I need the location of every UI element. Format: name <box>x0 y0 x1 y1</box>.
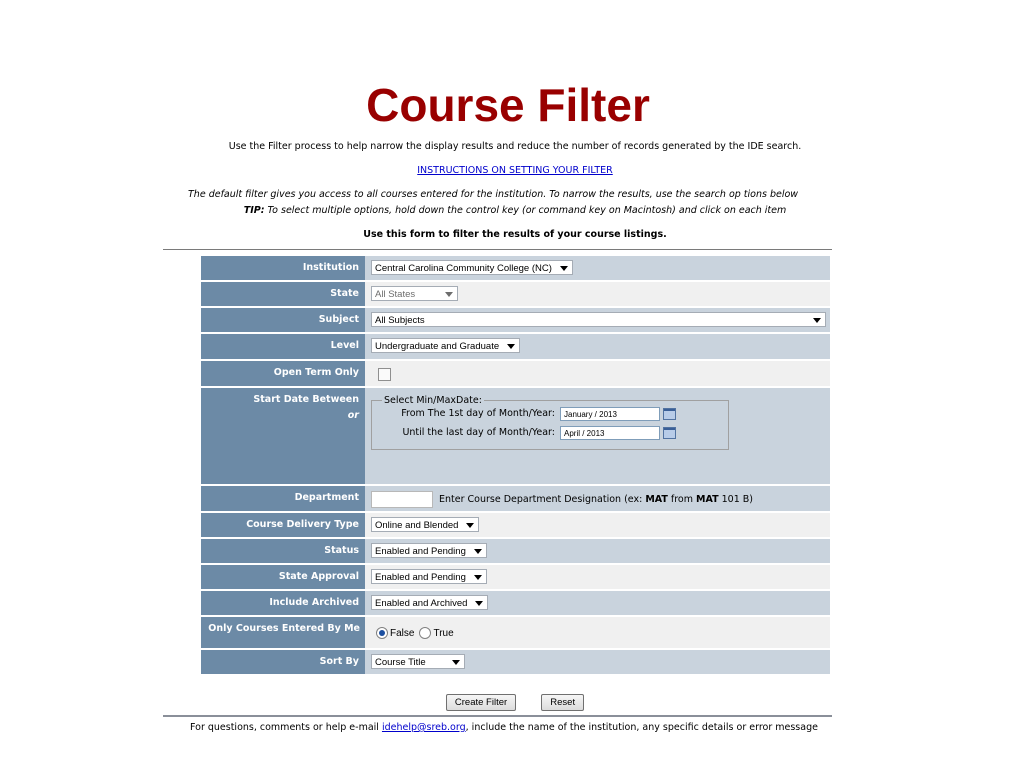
state-select[interactable] <box>371 286 458 301</box>
only-mine-false-radio[interactable] <box>376 627 388 639</box>
chevron-down-icon <box>507 344 515 349</box>
level-label: Level <box>201 334 365 361</box>
department-input[interactable] <box>371 491 433 508</box>
open-term-cell <box>365 361 830 388</box>
status-value: Enabled and Pending <box>375 546 466 557</box>
delivery-type-cell <box>365 513 830 539</box>
department-hint: Enter Course Department Designation (ex: MAT from MAT 101 B) <box>439 494 753 505</box>
state-value: All States <box>375 289 416 300</box>
tip-text <box>0 205 1024 216</box>
start-date-label-text: Start Date Between <box>253 394 359 405</box>
level-value: Undergraduate and Graduate <box>375 341 500 352</box>
include-archived-label: Include Archived <box>201 591 365 617</box>
button-row <box>0 690 1024 711</box>
reset-button[interactable]: Reset <box>541 694 584 711</box>
default-filter-text: The default filter gives you access to all courses entered for the institution. To narrow the results, use the search op tions below <box>188 189 799 200</box>
department-label: Department <box>201 486 365 513</box>
state-approval-cell <box>365 565 830 591</box>
include-archived-select[interactable] <box>371 595 488 610</box>
department-cell <box>365 486 830 513</box>
intro-text: Use the Filter process to help narrow the display results and reduce the number of records generated by the IDE search. <box>228 141 802 152</box>
sort-by-label: Sort By <box>201 650 365 676</box>
until-date-label: Until the last day of Month/Year: <box>402 427 555 438</box>
date-range-legend: Select Min/MaxDate: <box>384 395 482 406</box>
sort-by-cell <box>365 650 830 676</box>
help-email-link[interactable]: idehelp@sreb.org <box>381 722 466 733</box>
chevron-down-icon <box>475 601 483 606</box>
only-mine-false-label: False <box>390 627 415 639</box>
delivery-type-label: Course Delivery Type <box>201 513 365 539</box>
sort-by-value: Course Title <box>375 657 426 668</box>
include-archived-cell <box>365 591 830 617</box>
start-date-label <box>201 388 365 486</box>
open-term-label: Open Term Only <box>201 361 365 388</box>
only-mine-true-label: True <box>433 627 454 639</box>
state-approval-label: State Approval <box>201 565 365 591</box>
chevron-down-icon <box>813 318 821 323</box>
form-heading: Use this form to filter the results of your course listings. <box>363 229 667 240</box>
tip-body: To select multiple options, hold down the control key (or command key on Macintosh) and click on each item <box>264 205 787 216</box>
create-filter-button[interactable]: Create Filter <box>446 694 516 711</box>
start-date-or: or <box>347 410 359 421</box>
institution-select[interactable] <box>371 260 573 275</box>
until-date-field[interactable]: April / 2013 <box>560 426 660 440</box>
chevron-down-icon <box>560 266 568 271</box>
instructions-link[interactable]: INSTRUCTIONS ON SETTING YOUR FILTER <box>417 165 613 176</box>
status-select[interactable] <box>371 543 487 558</box>
chevron-down-icon <box>466 523 474 528</box>
state-label: State <box>201 282 365 308</box>
only-mine-cell <box>365 617 830 650</box>
top-divider <box>163 249 832 250</box>
chevron-down-icon <box>445 292 453 297</box>
level-cell <box>365 334 830 361</box>
date-range-fieldset <box>371 395 729 450</box>
subject-cell <box>365 308 830 334</box>
calendar-icon[interactable] <box>663 427 676 439</box>
sort-by-select[interactable] <box>371 654 465 669</box>
status-label: Status <box>201 539 365 565</box>
subject-select[interactable] <box>371 312 826 327</box>
chevron-down-icon <box>474 549 482 554</box>
delivery-type-value: Online and Blended <box>375 520 459 531</box>
institution-cell <box>365 256 830 282</box>
state-approval-select[interactable] <box>371 569 487 584</box>
tip-label: TIP: <box>243 205 265 216</box>
open-term-checkbox[interactable] <box>378 368 391 381</box>
level-select[interactable] <box>371 338 520 353</box>
include-archived-value: Enabled and Archived <box>375 598 468 609</box>
subject-value: All Subjects <box>375 315 425 326</box>
only-mine-label: Only Courses Entered By Me <box>201 617 365 650</box>
page-title: Course Filter <box>366 79 650 131</box>
only-mine-true-radio[interactable] <box>419 627 431 639</box>
institution-label: Institution <box>201 256 365 282</box>
filter-form <box>201 256 830 676</box>
footer-text: For questions, comments or help e-mail idehelp@sreb.org, include the name of the institution, any specific details or error message <box>190 722 818 733</box>
start-date-cell <box>365 388 830 486</box>
from-date-label: From The 1st day of Month/Year: <box>401 408 555 419</box>
from-date-field[interactable]: January / 2013 <box>560 407 660 421</box>
state-approval-value: Enabled and Pending <box>375 572 466 583</box>
chevron-down-icon <box>474 575 482 580</box>
calendar-icon[interactable] <box>663 408 676 420</box>
chevron-down-icon <box>452 660 460 665</box>
delivery-type-select[interactable] <box>371 517 479 532</box>
subject-label: Subject <box>201 308 365 334</box>
bottom-divider <box>163 715 832 717</box>
status-cell <box>365 539 830 565</box>
state-cell <box>365 282 830 308</box>
institution-value: Central Carolina Community College (NC) <box>375 263 552 274</box>
